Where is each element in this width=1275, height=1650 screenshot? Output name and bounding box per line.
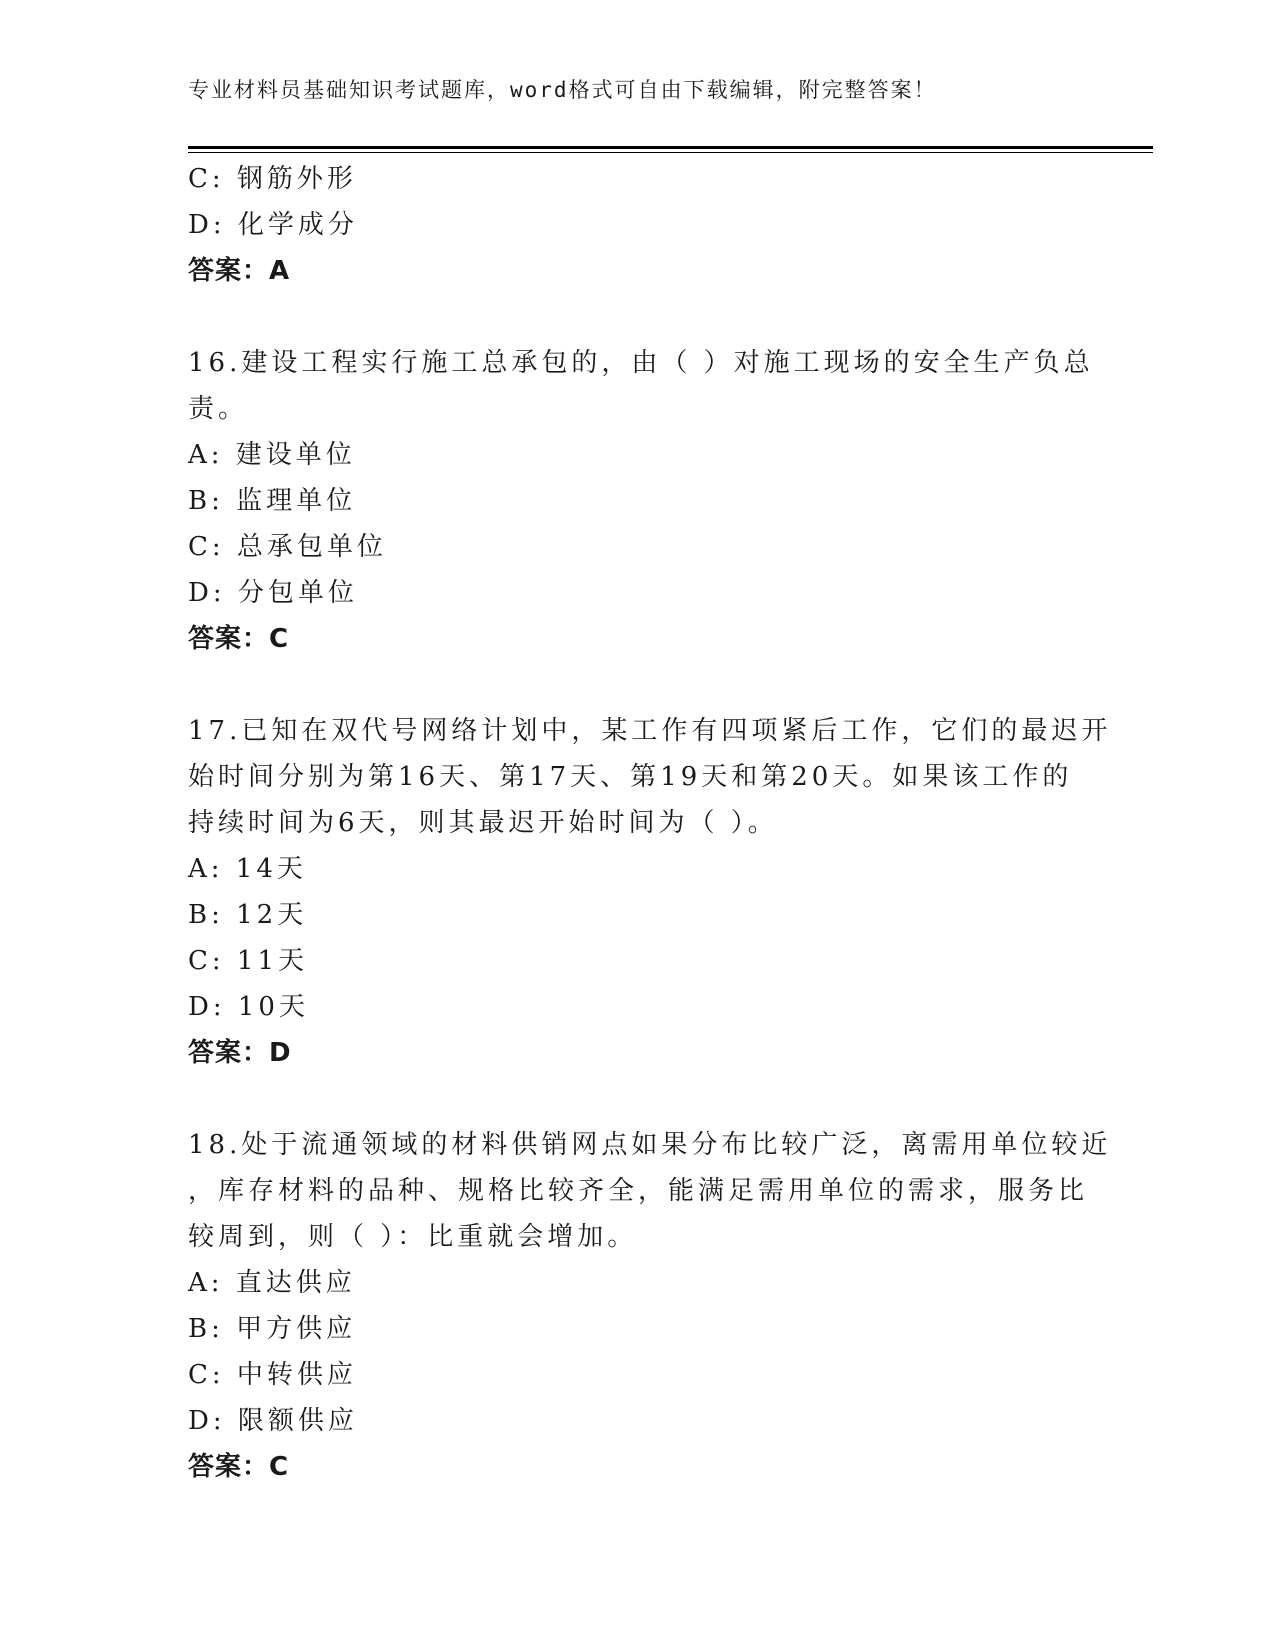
option-c: C: 中转供应 [188, 1360, 357, 1390]
question-list [188, 156, 1112, 1490]
question-line: 16.建设工程实行施工总承包的，由（ ）对施工现场的安全生产负总 [188, 348, 1094, 378]
header-rule-thin [188, 152, 1153, 153]
option-a: A: 14天 [188, 854, 307, 884]
question-line: 18.处于流通领域的材料供销网点如果分布比较广泛，离需用单位较近 [188, 1130, 1112, 1160]
question-18-text [188, 1122, 1112, 1260]
option-d: D: 分包单位 [188, 578, 358, 608]
question-17-text [188, 708, 1112, 846]
question-line: 持续时间为6天，则其最迟开始时间为（ ）。 [188, 808, 778, 838]
option-c: C: 总承包单位 [188, 532, 387, 562]
answer: 答案：C [188, 624, 290, 654]
question-line: 17.已知在双代号网络计划中，某工作有四项紧后工作，它们的最迟开 [188, 716, 1112, 746]
option-d: D: 化学成分 [188, 210, 358, 240]
question-line: 始时间分别为第16天、第17天、第19天和第20天。如果该工作的 [188, 762, 1073, 792]
question-16-text [188, 340, 1094, 432]
option-a: A: 建设单位 [188, 440, 356, 470]
option-a: A: 直达供应 [188, 1268, 356, 1298]
option-b: B: 12天 [188, 900, 308, 930]
answer: 答案：C [188, 1452, 290, 1482]
option-b: B: 甲方供应 [188, 1314, 357, 1344]
option-c: C: 11天 [188, 946, 309, 976]
question-line: 较周到，则（ ）：比重就会增加。 [188, 1222, 638, 1252]
option-d: D: 限额供应 [188, 1406, 358, 1436]
question-line: ，库存材料的品种、规格比较齐全，能满足需用单位的需求，服务比 [188, 1176, 1089, 1206]
option-d: D: 10天 [188, 992, 309, 1022]
question-line: 责。 [188, 394, 249, 424]
option-c: C: 钢筋外形 [188, 164, 357, 194]
answer: 答案：A [188, 256, 291, 286]
header-rule-thick [188, 146, 1153, 149]
option-b: B: 监理单位 [188, 486, 357, 516]
answer: 答案：D [188, 1038, 292, 1068]
page-header: 专业材料员基础知识考试题库，word格式可自由下载编辑，附完整答案！ [188, 78, 937, 102]
